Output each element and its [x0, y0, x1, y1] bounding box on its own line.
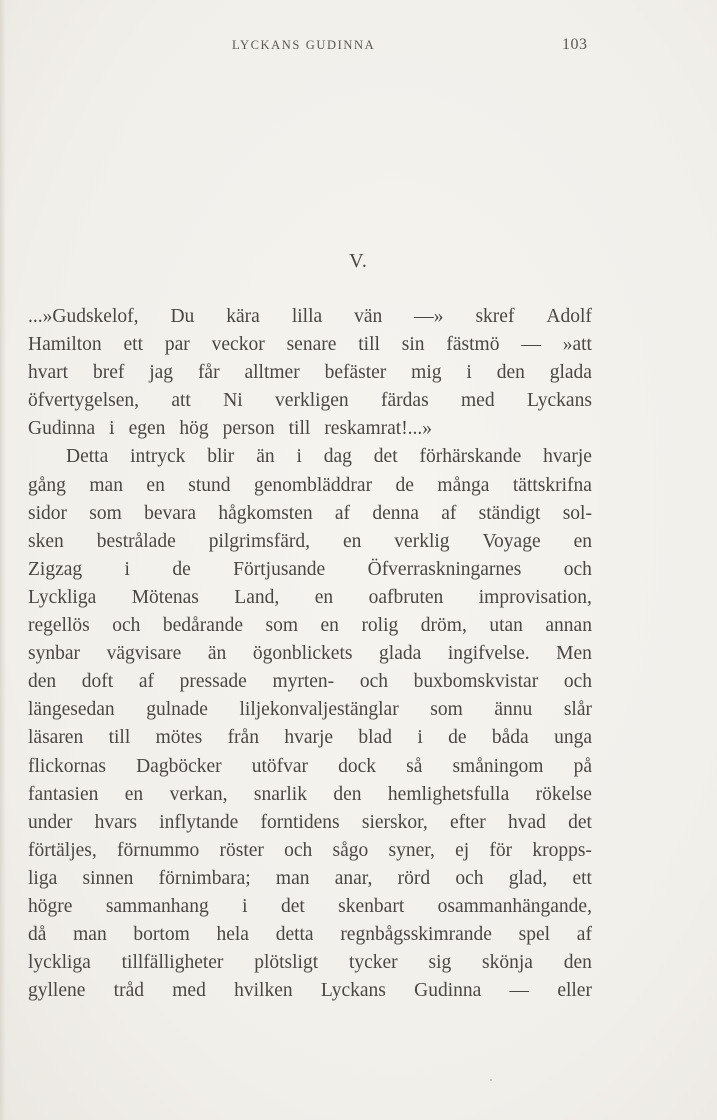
- word: gyllene: [28, 980, 86, 1002]
- word: hemlighetsfulla: [387, 783, 510, 805]
- word: Men: [556, 643, 592, 665]
- word: de: [172, 558, 191, 580]
- word: längesedan: [28, 699, 115, 721]
- text-line: [28, 528, 592, 556]
- word: till: [108, 727, 131, 749]
- word: med: [172, 980, 206, 1002]
- word: fantasien: [28, 783, 99, 805]
- word: Lyckliga: [28, 586, 97, 608]
- text-line: [28, 303, 592, 331]
- word: skref: [475, 306, 515, 327]
- word: den: [496, 362, 525, 384]
- word: sågo: [332, 839, 369, 861]
- word: verkan,: [169, 783, 228, 805]
- word: rökelse: [535, 783, 592, 805]
- word: och: [284, 839, 313, 861]
- word: annan: [545, 615, 592, 637]
- word: bref: [92, 362, 125, 384]
- word: rörd: [397, 867, 431, 889]
- word: regnbågsskimrande: [340, 924, 492, 946]
- word: en: [314, 586, 334, 608]
- word: man: [275, 867, 310, 889]
- word: bestrålade: [96, 530, 176, 552]
- text-line: [28, 640, 592, 668]
- word: från: [227, 727, 259, 749]
- word: på: [573, 755, 592, 777]
- word: Lyckans: [526, 390, 592, 412]
- word: myrten-: [272, 671, 335, 693]
- text-line: [28, 331, 592, 359]
- word: förnimbara;: [158, 867, 251, 889]
- word: än: [207, 643, 227, 665]
- word: till: [288, 418, 311, 440]
- word: af: [576, 924, 592, 946]
- word: Hamilton: [28, 334, 102, 356]
- word: och: [112, 615, 141, 637]
- page-number: 103: [562, 36, 588, 53]
- text-line: [28, 472, 592, 500]
- word: eller: [557, 980, 592, 1002]
- word: glad,: [508, 867, 548, 889]
- word: ...»Gudskelof,: [28, 306, 139, 327]
- word: en: [146, 474, 165, 496]
- word: ett: [123, 334, 144, 356]
- word: plötsligt: [254, 952, 319, 974]
- word: mötes: [155, 727, 203, 749]
- word: sidor: [28, 502, 67, 524]
- text-line: [28, 612, 592, 640]
- word: dag: [323, 446, 352, 468]
- word: ingifvelse.: [447, 643, 530, 665]
- word: bortom: [133, 924, 190, 946]
- word: Adolf: [546, 306, 592, 327]
- word: intryck: [130, 446, 186, 468]
- word: —: [521, 334, 541, 356]
- word: dröm,: [420, 615, 467, 637]
- word: Öfverraskningarnes: [367, 558, 522, 580]
- word: de: [448, 727, 467, 749]
- word: snarlik: [253, 783, 307, 805]
- word: egen: [128, 418, 166, 440]
- word: Förtjusande: [233, 558, 326, 580]
- word: slår: [563, 699, 592, 721]
- word: befäster: [324, 362, 387, 384]
- word: syner,: [388, 839, 435, 861]
- text-line: [28, 893, 592, 921]
- word: förnummo: [116, 839, 200, 861]
- word: tättskrifna: [512, 474, 592, 496]
- text-line: [28, 921, 592, 949]
- word: liljekonvaljestänglar: [239, 699, 399, 721]
- word: senare: [286, 334, 337, 356]
- word: glada: [379, 643, 422, 665]
- page-edge-shadow: [0, 0, 6, 1120]
- word: än: [256, 446, 275, 468]
- word: för: [489, 839, 513, 861]
- word: person: [222, 418, 275, 440]
- word: utan: [489, 615, 523, 637]
- word: som: [430, 699, 463, 721]
- word: glada: [549, 362, 592, 384]
- word: buxbomskvistar: [413, 671, 539, 693]
- word: —: [509, 980, 530, 1002]
- word: en: [342, 530, 362, 552]
- word: i: [417, 727, 423, 749]
- word: ett: [572, 867, 592, 889]
- word: färdas: [381, 390, 429, 412]
- word: sierskor,: [361, 811, 428, 833]
- word: gång: [28, 474, 66, 496]
- word: blad: [358, 727, 392, 749]
- text-line: [28, 668, 592, 696]
- word: dock: [338, 755, 377, 777]
- text-line: [28, 949, 592, 977]
- word: hvarje: [543, 446, 592, 468]
- word: får: [197, 362, 220, 384]
- word: skönja: [482, 952, 533, 974]
- word: Land,: [234, 586, 280, 608]
- word: det: [373, 446, 398, 468]
- word: kropps-: [532, 839, 592, 861]
- word: verklig: [394, 530, 450, 552]
- word: forntidens: [260, 811, 340, 833]
- word: och: [563, 558, 592, 580]
- word: doft: [81, 671, 114, 693]
- word: med: [461, 390, 495, 412]
- word: öfvertygelsen,: [28, 390, 140, 412]
- word: Detta: [66, 446, 109, 468]
- word: tycker: [348, 952, 398, 974]
- word: Du: [170, 306, 195, 327]
- word: flickornas: [28, 755, 106, 777]
- word: regellös: [28, 615, 90, 637]
- word: en: [320, 615, 339, 637]
- word: par: [164, 334, 190, 356]
- word: Ni: [223, 390, 243, 412]
- text-line: [28, 977, 592, 1005]
- text-line: [28, 500, 592, 528]
- word: man: [89, 474, 123, 496]
- page-header: [0, 38, 717, 58]
- paper-speck: [490, 1079, 492, 1081]
- word: förhärskande: [419, 446, 522, 468]
- word: ögonblickets: [252, 643, 353, 665]
- word: man: [73, 924, 107, 946]
- word: de: [395, 474, 414, 496]
- word: många: [437, 474, 490, 496]
- word: under: [28, 811, 73, 833]
- word: till: [358, 334, 380, 356]
- word: den: [333, 783, 362, 805]
- word: oafbruten: [368, 586, 444, 608]
- word: vägvisare: [106, 643, 182, 665]
- word: anar,: [334, 867, 373, 889]
- word: och: [359, 671, 388, 693]
- word: i: [242, 895, 248, 917]
- word: så: [406, 755, 423, 777]
- word: sken: [28, 530, 64, 552]
- word: alltmer: [244, 362, 300, 384]
- word: en: [573, 530, 592, 552]
- word: tråd: [113, 980, 144, 1002]
- word: genombläddrar: [254, 474, 373, 496]
- word: denna: [372, 502, 419, 524]
- word: och: [455, 867, 484, 889]
- word: pressade: [179, 671, 247, 693]
- word: i: [466, 362, 472, 384]
- word: jag: [149, 362, 174, 384]
- word: detta: [275, 924, 314, 946]
- text-line: [28, 781, 592, 809]
- word: Lyckans: [320, 980, 386, 1002]
- text-line: [28, 865, 592, 893]
- word: förtäljes,: [28, 839, 97, 861]
- word: i: [124, 558, 130, 580]
- word: sig: [428, 952, 452, 974]
- word: det: [568, 811, 592, 833]
- word: Gudinna: [414, 980, 482, 1002]
- word: Zigzag: [28, 558, 83, 580]
- word: reskamrat!...»: [324, 418, 433, 440]
- text-line: [28, 443, 592, 471]
- word: pilgrimsfärd,: [208, 530, 310, 552]
- text-line: [28, 584, 592, 612]
- word: småningom: [452, 755, 544, 777]
- word: hvarje: [284, 727, 334, 749]
- word: sin: [401, 334, 425, 356]
- text-line: [28, 724, 592, 752]
- word: veckor: [211, 334, 265, 356]
- word: röster: [219, 839, 264, 861]
- word: som: [265, 615, 299, 637]
- word: lyckliga: [28, 952, 91, 974]
- word: skenbart: [338, 895, 405, 917]
- word: hvart: [28, 362, 69, 384]
- chapter-number: V.: [349, 250, 368, 272]
- word: synbar: [28, 643, 80, 665]
- word: efter: [449, 811, 486, 833]
- word: bedårande: [162, 615, 244, 637]
- word: ej: [455, 839, 470, 861]
- word: af: [138, 671, 155, 693]
- word: Dagböcker: [136, 755, 222, 777]
- word: den: [28, 671, 57, 693]
- word: tillfälligheter: [121, 952, 224, 974]
- word: Gudinna: [28, 418, 96, 440]
- word: hvad: [507, 811, 546, 833]
- word: —»: [414, 306, 444, 327]
- word: lilla: [291, 306, 323, 327]
- text-line: [28, 556, 592, 584]
- word: sammanhang: [105, 895, 209, 917]
- text-line: [28, 415, 592, 443]
- word: den: [563, 952, 592, 974]
- word: då: [28, 924, 47, 946]
- word: hela: [216, 924, 249, 946]
- word: i: [296, 446, 302, 468]
- word: att: [171, 390, 191, 412]
- word: sol-: [562, 502, 592, 524]
- word: Mötenas: [131, 586, 199, 608]
- word: ännu: [494, 699, 533, 721]
- word: hågkomsten: [218, 502, 313, 524]
- word: blir: [207, 446, 235, 468]
- text-line: [28, 837, 592, 865]
- word: inflytande: [159, 811, 239, 833]
- text-line: [28, 753, 592, 781]
- word: stund: [188, 474, 231, 496]
- word: läsaren: [28, 727, 84, 749]
- word: liga: [28, 867, 58, 889]
- word: sinnen: [82, 867, 134, 889]
- word: mig: [411, 362, 442, 384]
- word: som: [89, 502, 122, 524]
- word: och: [563, 671, 592, 693]
- word: unga: [554, 727, 592, 749]
- word: improvisation,: [478, 586, 592, 608]
- word: det: [280, 895, 305, 917]
- word: hög: [179, 418, 209, 440]
- word: kära: [226, 306, 260, 327]
- word: verkligen: [275, 390, 349, 412]
- word: bevara: [144, 502, 197, 524]
- word: utöfvar: [251, 755, 309, 777]
- text-line: [28, 809, 592, 837]
- text-line: [28, 387, 592, 415]
- word: fästmö: [446, 334, 500, 356]
- running-title: LYCKANS GUDINNA: [232, 38, 376, 52]
- word: båda: [491, 727, 529, 749]
- word: af: [334, 502, 351, 524]
- word: hvilken: [234, 980, 293, 1002]
- word: vän: [354, 306, 383, 327]
- word: i: [109, 418, 115, 440]
- word: högre: [28, 895, 73, 917]
- word: osammanhängande,: [437, 895, 592, 917]
- word: ständigt: [478, 502, 541, 524]
- word: en: [124, 783, 144, 805]
- word: af: [441, 502, 457, 524]
- word: Voyage: [482, 530, 541, 552]
- body-text: [28, 303, 592, 1005]
- word: hvars: [94, 811, 137, 833]
- text-line: [28, 359, 592, 387]
- word: rolig: [361, 615, 399, 637]
- word: »att: [562, 334, 592, 356]
- word: gulnade: [146, 699, 208, 721]
- word: spel: [518, 924, 551, 946]
- text-line: [28, 696, 592, 724]
